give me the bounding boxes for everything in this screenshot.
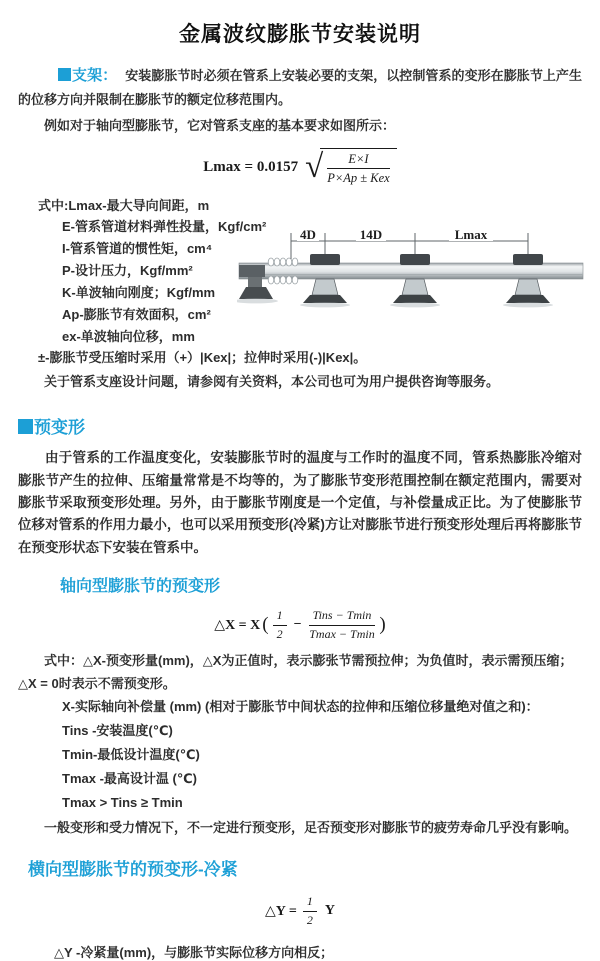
axial-where-paragraph: 式中：△X-预变形量(mm)，△X为正值时，表示膨张节需预拉伸；为负值时，表示需预压缩；△X = 0时表示不需预变形。: [18, 653, 573, 691]
fraction: [273, 608, 287, 642]
close-paren: ): [379, 614, 386, 636]
minus-operator: −: [293, 617, 302, 633]
fraction: [309, 608, 376, 642]
axial-subheading: 轴向型膨胀节的预变形: [60, 578, 221, 596]
fraction-numerator: E×I: [327, 151, 390, 169]
pipe-diagram-svg: [237, 225, 594, 325]
guide-support: [300, 254, 350, 307]
predeform-section-heading: [18, 413, 582, 438]
support-section-heading: 支架：: [72, 67, 118, 84]
axial-note: 一般变形和受力情况下，不一定进行预变形，足否预变形对膨胀节的疲劳寿命几乎没有影响。: [44, 819, 578, 835]
open-paren: (: [262, 614, 269, 636]
pipe-support-diagram: [237, 225, 594, 325]
diagram-label-14d: 14D: [359, 226, 383, 242]
fraction-denominator: P×Ap ± Kex: [327, 171, 390, 186]
definition-line: X-实际轴向补偿量 (mm) (相对于膨胀节中间状态的拉伸和压缩位移量绝对值之和)：: [62, 698, 539, 714]
where-label: 式中:: [38, 197, 69, 213]
lmax-formula: [18, 148, 582, 187]
support-note: 关于管系支座设计问题，请参阅有关资料，本公司也可为用户提供咨询等服务。: [44, 374, 500, 390]
support-intro-text: 安装膨胀节时必须在管系上安装必要的支架，以控制管系的变形在膨胀节上产生的位移方向并限制在膨胀节的额定位移范围内。: [18, 68, 582, 107]
fraction-denominator: 2: [276, 626, 283, 641]
definition-line: ±-膨胀节受压缩时采用（+）|Kex|；拉伸时采用(-)|Kex|。: [38, 350, 367, 366]
definition-line: Ap-膨胀节有效面积，cm²: [62, 306, 211, 322]
definition-line: K-单波轴向刚度；Kgf/mm: [62, 284, 216, 300]
definition-line: ex-单波轴向位移，mm: [62, 328, 195, 344]
definition-line: Tins -安装温度(℃): [62, 722, 173, 738]
definition-line: Tmin-最低设计温度(℃): [62, 746, 200, 762]
predeform-paragraph: 由于管系的工作温度变化，安装膨胀节时的温度与工作时的温度不同，管系热膨胀冷缩对膨胀节产生的拉伸、压缩量常常是不均等的，为了膨胀节变形范围控制在额定范围内，需要对膨胀节采取预变形处理。另外，由于膨胀节刚度是一个定值，与补偿量成正比。为了使膨胀节位移对管系的作用力最小，也可以采用预变形(冷紧)方让对膨胀节进行预变形处理后再将膨胀节在预变形状态下安装在管系中。: [18, 450, 582, 555]
definition-line: Tmax -最高设计温 (℃): [62, 770, 197, 786]
definition-line: I-管系管道的惯性矩，cm⁴: [62, 241, 213, 257]
axial-formula: [18, 608, 582, 642]
formula-lhs: Lmax = 0.0157: [203, 158, 299, 175]
section-square-icon: [18, 419, 33, 434]
axial-definitions: [18, 695, 582, 815]
formula-lhs: △X = X: [214, 617, 261, 633]
section-square-icon: [58, 68, 71, 81]
fraction: [327, 151, 390, 187]
support-paragraph: [18, 63, 582, 111]
diagram-label-4d: 4D: [300, 226, 316, 242]
definition-text: Lmax-最大导向间距，m: [68, 197, 210, 213]
page-title: 金属波纹膨胀节安装说明: [179, 23, 421, 46]
fraction-numerator: 1: [303, 894, 317, 912]
guide-support: [503, 254, 553, 307]
support-example-line: 例如对于轴向型膨胀节，它对管系支座的基本要求如图所示：: [44, 117, 396, 133]
formula-rhs: Y: [324, 903, 335, 919]
definition-line: P-设计压力，Kgf/mm²: [62, 263, 193, 279]
diagram-label-lmax: Lmax: [454, 226, 488, 242]
definition-line: E-管系管道材料弹性投量，Kgf/cm²: [62, 219, 267, 235]
definition-line: Tmax > Tins ≥ Tmin: [62, 794, 183, 810]
definition-line: [38, 195, 582, 217]
guide-support: [390, 254, 440, 307]
fraction: [303, 894, 317, 928]
radicand: [320, 148, 397, 187]
radical-sign: √: [305, 149, 324, 186]
fraction-denominator: 2: [306, 912, 313, 927]
predeform-heading-text: 预变形: [34, 418, 85, 438]
formula-lhs: △Y =: [265, 903, 297, 919]
lateral-note: △Y -冷紧量(mm)，与膨胀节实际位移方向相反；: [54, 945, 334, 961]
definitions-and-diagram: [18, 195, 582, 370]
fraction-numerator: 1: [273, 608, 287, 626]
lateral-subheading: 横向型膨胀节的预变形-冷紧: [28, 859, 238, 879]
lateral-formula: [18, 894, 582, 928]
fraction-denominator: Tmax − Tmin: [309, 626, 375, 641]
fraction-numerator: Tins − Tmin: [309, 608, 376, 626]
